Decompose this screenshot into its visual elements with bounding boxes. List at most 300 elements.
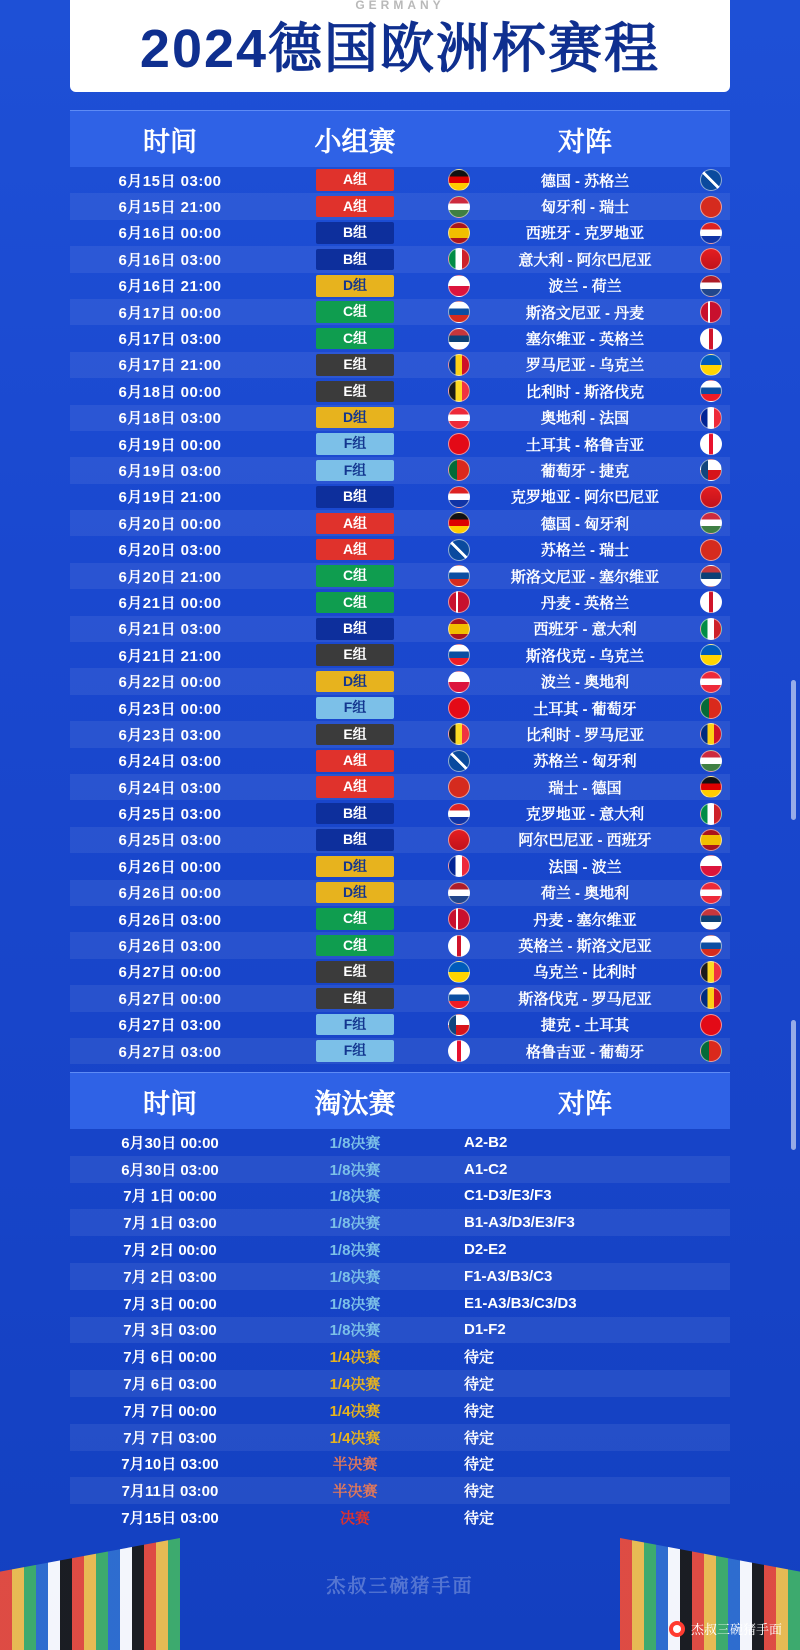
flag-icon-be [700, 961, 722, 983]
match-time: 6月16日 03:00 [118, 251, 222, 269]
match-time: 6月17日 00:00 [118, 304, 222, 322]
flag-icon-be [448, 723, 470, 745]
match-cell [440, 1040, 730, 1062]
table-row [70, 299, 730, 325]
header-time: 时间 [143, 1088, 197, 1119]
group-cell [270, 988, 440, 1010]
match-teams: 瑞士 - 德国 [548, 779, 622, 797]
table-row [70, 405, 730, 431]
flag-icon-be [448, 380, 470, 402]
stage-label: 1/8决赛 [329, 1322, 381, 1340]
flag-icon-de [700, 776, 722, 798]
table-row [70, 1343, 730, 1370]
flag-icon-de [448, 512, 470, 534]
match-teams: 西班牙 - 意大利 [533, 621, 637, 639]
match-cell [440, 671, 730, 693]
match-teams: 塞尔维亚 - 英格兰 [525, 331, 645, 349]
flag-icon-at [700, 671, 722, 693]
group-badge: B组 [316, 618, 394, 640]
match-pairing: B1-A3/D3/E3/F3 [464, 1214, 575, 1232]
flag-icon-es [448, 618, 470, 640]
match-teams: 苏格兰 - 匈牙利 [533, 753, 637, 771]
match-cell [440, 539, 730, 561]
flag-icon-ge [700, 433, 722, 455]
group-cell [270, 724, 440, 746]
table-row [70, 906, 730, 932]
match-time: 7月 2日 03:00 [123, 1268, 217, 1286]
group-badge: D组 [316, 671, 394, 693]
flag-icon-pl [700, 855, 722, 877]
flag-icon-ua [700, 644, 722, 666]
match-teams: 丹麦 - 塞尔维亚 [533, 911, 637, 929]
flag-icon-dk [700, 301, 722, 323]
group-badge: F组 [316, 1040, 394, 1062]
knockout-stage-header [70, 1072, 730, 1129]
match-time: 6月17日 21:00 [118, 357, 222, 375]
match-teams: 苏格兰 - 瑞士 [540, 542, 630, 560]
group-cell [270, 486, 440, 508]
match-time: 7月 7日 00:00 [123, 1402, 217, 1420]
flag-icon-es [448, 222, 470, 244]
flag-icon-sco [448, 750, 470, 772]
group-cell [270, 328, 440, 350]
match-cell [440, 908, 730, 930]
stage-label: 1/8决赛 [329, 1215, 381, 1233]
group-badge: F组 [316, 1014, 394, 1036]
flag-icon-nl [448, 882, 470, 904]
match-pairing: A2-B2 [464, 1133, 508, 1151]
flag-icon-al [448, 829, 470, 851]
match-teams: 土耳其 - 葡萄牙 [533, 700, 637, 718]
match-time: 7月 6日 00:00 [123, 1349, 217, 1367]
flag-icon-hr [700, 222, 722, 244]
stage-label: 1/8决赛 [329, 1242, 381, 1260]
match-time: 6月15日 21:00 [118, 199, 222, 217]
flag-icon-tr [700, 1014, 722, 1036]
group-cell [270, 776, 440, 798]
stage-label: 1/8决赛 [329, 1295, 381, 1313]
match-pairing: D1-F2 [464, 1321, 506, 1339]
match-cell [440, 644, 730, 666]
group-cell [270, 381, 440, 403]
knockout-stage-rows [70, 1129, 730, 1531]
table-row [70, 880, 730, 906]
title-supertext: GERMANY [355, 0, 445, 12]
match-time: 6月26日 03:00 [118, 938, 222, 956]
group-badge: C组 [316, 328, 394, 350]
group-cell [270, 460, 440, 482]
match-time: 7月10日 03:00 [121, 1456, 219, 1474]
match-pairing: 待定 [464, 1483, 495, 1501]
match-teams: 比利时 - 斯洛伐克 [525, 383, 645, 401]
match-time: 6月18日 00:00 [118, 383, 222, 401]
group-cell [270, 407, 440, 429]
match-time: 7月 3日 03:00 [123, 1322, 217, 1340]
group-cell [270, 697, 440, 719]
group-badge: E组 [316, 724, 394, 746]
match-teams: 法国 - 波兰 [548, 858, 622, 876]
flag-icon-ua [448, 961, 470, 983]
group-cell [270, 433, 440, 455]
table-row [70, 457, 730, 483]
match-pairing: 待定 [464, 1349, 495, 1367]
match-teams: 葡萄牙 - 捷克 [540, 462, 630, 480]
header-stage: 淘汰赛 [314, 1088, 396, 1119]
flag-icon-pt [700, 697, 722, 719]
match-teams: 丹麦 - 英格兰 [540, 594, 630, 612]
group-cell [270, 618, 440, 640]
flag-icon-dk [448, 908, 470, 930]
match-teams: 斯洛文尼亚 - 丹麦 [525, 304, 645, 322]
app-logo-icon [669, 1621, 685, 1637]
table-row [70, 510, 730, 536]
stage-label: 1/4决赛 [329, 1402, 381, 1420]
flag-icon-hu [448, 196, 470, 218]
match-pairing: 待定 [464, 1429, 495, 1447]
flag-icon-it [448, 248, 470, 270]
match-pairing: E1-A3/B3/C3/D3 [464, 1294, 577, 1312]
match-cell [440, 882, 730, 904]
table-row [70, 774, 730, 800]
flag-icon-pl [448, 671, 470, 693]
stage-label: 半决赛 [332, 1456, 378, 1474]
flag-icon-nl [700, 275, 722, 297]
table-row [70, 378, 730, 404]
match-teams: 克罗地亚 - 阿尔巴尼亚 [510, 489, 660, 507]
flag-icon-fr [448, 855, 470, 877]
match-cell [440, 433, 730, 455]
group-badge: B组 [316, 486, 394, 508]
scrollbar-thumb-upper[interactable] [791, 680, 796, 820]
flag-icon-at [448, 407, 470, 429]
group-badge: A组 [316, 196, 394, 218]
match-cell [440, 591, 730, 613]
flag-icon-sk [448, 644, 470, 666]
match-teams: 英格兰 - 斯洛文尼亚 [518, 938, 652, 956]
match-teams: 德国 - 苏格兰 [540, 172, 630, 190]
table-row [70, 1183, 730, 1210]
table-row [70, 853, 730, 879]
match-cell [440, 829, 730, 851]
match-teams: 波兰 - 奥地利 [540, 674, 630, 692]
table-row [70, 1317, 730, 1344]
group-badge: B组 [316, 829, 394, 851]
group-badge: E组 [316, 961, 394, 983]
group-cell [270, 671, 440, 693]
group-cell [270, 222, 440, 244]
match-cell [440, 855, 730, 877]
group-cell [270, 829, 440, 851]
table-row [70, 589, 730, 615]
group-cell [270, 882, 440, 904]
match-time: 6月30日 00:00 [121, 1134, 219, 1152]
match-time: 7月11日 03:00 [121, 1483, 219, 1501]
flag-icon-eng [448, 935, 470, 957]
flag-icon-eng [700, 591, 722, 613]
group-cell [270, 856, 440, 878]
match-time: 6月26日 03:00 [118, 911, 222, 929]
table-row [70, 1038, 730, 1064]
match-time: 6月22日 00:00 [118, 674, 222, 692]
group-cell [270, 275, 440, 297]
match-cell [440, 328, 730, 350]
flag-icon-ch [448, 776, 470, 798]
flag-icon-es [700, 829, 722, 851]
table-row [70, 246, 730, 272]
match-time: 6月16日 21:00 [118, 278, 222, 296]
credit-label: 杰叔三碗猪手面 [690, 1622, 782, 1637]
stage-label: 1/8决赛 [329, 1134, 381, 1152]
match-pairing: 待定 [464, 1402, 495, 1420]
flag-icon-ro [700, 987, 722, 1009]
flag-icon-ro [700, 723, 722, 745]
flag-icon-al [700, 248, 722, 270]
match-cell [440, 935, 730, 957]
group-cell [270, 935, 440, 957]
match-time: 6月20日 03:00 [118, 542, 222, 560]
group-badge: A组 [316, 750, 394, 772]
table-row [70, 220, 730, 246]
flag-icon-dk [448, 591, 470, 613]
group-badge: C组 [316, 565, 394, 587]
group-badge: E组 [316, 644, 394, 666]
group-stage-rows [70, 167, 730, 1064]
watermark-text: 杰叔三碗猪手面 [326, 1576, 474, 1597]
match-cell [440, 1014, 730, 1036]
match-cell [440, 380, 730, 402]
table-row [70, 1290, 730, 1317]
match-cell [440, 275, 730, 297]
flag-icon-si [700, 935, 722, 957]
flag-icon-tr [448, 697, 470, 719]
flag-icon-sk [448, 987, 470, 1009]
match-teams: 土耳其 - 格鲁吉亚 [525, 436, 645, 454]
match-cell [440, 803, 730, 825]
match-teams: 克罗地亚 - 意大利 [525, 806, 645, 824]
group-badge: D组 [316, 882, 394, 904]
match-teams: 格鲁吉亚 - 葡萄牙 [525, 1043, 645, 1061]
match-time: 6月21日 03:00 [118, 621, 222, 639]
group-badge: F组 [316, 460, 394, 482]
knockout-stage-section [70, 1072, 730, 1531]
match-cell [440, 248, 730, 270]
group-cell [270, 592, 440, 614]
match-teams: 斯洛伐克 - 罗马尼亚 [518, 990, 652, 1008]
group-cell [270, 644, 440, 666]
flag-icon-pt [448, 459, 470, 481]
group-badge: F组 [316, 433, 394, 455]
match-teams: 罗马尼亚 - 乌克兰 [525, 357, 645, 375]
flag-icon-al [700, 486, 722, 508]
stage-label: 决赛 [339, 1510, 370, 1528]
stage-label: 1/8决赛 [329, 1161, 381, 1179]
match-cell [440, 301, 730, 323]
table-row [70, 1012, 730, 1038]
table-row [70, 1263, 730, 1290]
stage-label: 半决赛 [332, 1483, 378, 1501]
table-row [70, 1477, 730, 1504]
group-badge: C组 [316, 908, 394, 930]
table-row [70, 484, 730, 510]
match-time: 6月26日 00:00 [118, 885, 222, 903]
flag-icon-hu [700, 512, 722, 534]
group-badge: E组 [316, 988, 394, 1010]
match-time: 7月 3日 00:00 [123, 1295, 217, 1313]
match-time: 6月23日 03:00 [118, 726, 222, 744]
match-time: 6月27日 00:00 [118, 990, 222, 1008]
flag-icon-hr [448, 486, 470, 508]
table-row [70, 827, 730, 853]
group-cell [270, 354, 440, 376]
match-cell [440, 750, 730, 772]
flag-icon-rs [700, 565, 722, 587]
match-teams: 奥地利 - 法国 [540, 410, 630, 428]
match-pairing: 待定 [464, 1456, 495, 1474]
group-cell [270, 961, 440, 983]
flag-icon-fr [700, 407, 722, 429]
group-cell [270, 1040, 440, 1062]
flag-icon-pt [700, 1040, 722, 1062]
match-cell [440, 961, 730, 983]
match-teams: 波兰 - 荷兰 [548, 278, 622, 296]
match-cell [440, 407, 730, 429]
match-pairing: A1-C2 [464, 1160, 508, 1178]
group-cell [270, 301, 440, 323]
match-pairing: C1-D3/E3/F3 [464, 1187, 552, 1205]
scrollbar-thumb-lower[interactable] [791, 1020, 796, 1150]
match-time: 6月30日 03:00 [121, 1161, 219, 1179]
table-row [70, 431, 730, 457]
group-badge: A组 [316, 169, 394, 191]
flag-icon-si [448, 301, 470, 323]
match-time: 6月27日 03:00 [118, 1017, 222, 1035]
group-stage-header [70, 110, 730, 167]
match-time: 6月24日 03:00 [118, 753, 222, 771]
table-row [70, 932, 730, 958]
group-badge: B组 [316, 222, 394, 244]
match-cell [440, 486, 730, 508]
group-badge: C组 [316, 301, 394, 323]
match-time: 7月 7日 03:00 [123, 1429, 217, 1447]
match-time: 7月 6日 03:00 [123, 1376, 217, 1394]
page-title: 2024德国欧洲杯赛程 [139, 19, 661, 79]
flag-icon-sco [448, 539, 470, 561]
group-cell [270, 565, 440, 587]
table-row [70, 273, 730, 299]
match-teams: 斯洛文尼亚 - 塞尔维亚 [510, 568, 660, 586]
group-badge: A组 [316, 776, 394, 798]
flag-icon-rs [700, 908, 722, 930]
table-row [70, 1236, 730, 1263]
flag-icon-it [700, 803, 722, 825]
flag-icon-ge [448, 1040, 470, 1062]
match-time: 6月24日 03:00 [118, 779, 222, 797]
table-row [70, 721, 730, 747]
header-match: 对阵 [558, 1088, 612, 1119]
match-time: 6月26日 00:00 [118, 858, 222, 876]
match-time: 6月16日 00:00 [118, 225, 222, 243]
match-teams: 比利时 - 罗马尼亚 [525, 726, 645, 744]
table-row [70, 536, 730, 562]
match-time: 6月20日 00:00 [118, 515, 222, 533]
credit-badge [669, 1619, 782, 1638]
table-row [70, 1504, 730, 1531]
match-time: 6月23日 00:00 [118, 700, 222, 718]
stage-label: 1/8决赛 [329, 1188, 381, 1206]
table-row [70, 1397, 730, 1424]
match-time: 6月20日 21:00 [118, 568, 222, 586]
stage-label: 1/4决赛 [329, 1376, 381, 1394]
match-teams: 德国 - 匈牙利 [540, 515, 630, 533]
group-badge: E组 [316, 354, 394, 376]
group-cell [270, 908, 440, 930]
group-cell [270, 196, 440, 218]
group-badge: A组 [316, 513, 394, 535]
flag-icon-at [700, 882, 722, 904]
match-time: 6月21日 21:00 [118, 647, 222, 665]
match-teams: 乌克兰 - 比利时 [533, 964, 637, 982]
match-time: 6月19日 03:00 [118, 462, 222, 480]
match-time: 6月27日 00:00 [118, 964, 222, 982]
match-cell [440, 196, 730, 218]
table-row [70, 1451, 730, 1478]
match-time: 7月 1日 00:00 [123, 1188, 217, 1206]
flag-icon-pl [448, 275, 470, 297]
group-cell [270, 803, 440, 825]
match-time: 6月25日 03:00 [118, 832, 222, 850]
match-time: 6月19日 00:00 [118, 436, 222, 454]
match-teams: 西班牙 - 克罗地亚 [525, 225, 645, 243]
match-cell [440, 723, 730, 745]
header-match: 对阵 [558, 126, 612, 157]
match-pairing: 待定 [464, 1376, 495, 1394]
table-row [70, 985, 730, 1011]
match-cell [440, 512, 730, 534]
stage-label: 1/4决赛 [329, 1349, 381, 1367]
group-cell [270, 169, 440, 191]
match-time: 7月 2日 00:00 [123, 1242, 217, 1260]
table-row [70, 325, 730, 351]
header-stage: 小组赛 [314, 126, 396, 157]
table-row [70, 167, 730, 193]
table-row [70, 193, 730, 219]
match-cell [440, 169, 730, 191]
match-teams: 斯洛伐克 - 乌克兰 [525, 647, 645, 665]
group-stage-section [70, 110, 730, 1064]
match-cell [440, 222, 730, 244]
group-badge: B组 [316, 803, 394, 825]
group-badge: D组 [316, 407, 394, 429]
group-badge: C组 [316, 592, 394, 614]
flag-icon-ch [700, 539, 722, 561]
match-cell [440, 459, 730, 481]
table-row [70, 748, 730, 774]
match-teams: 匈牙利 - 瑞士 [540, 199, 630, 217]
match-time: 6月27日 03:00 [118, 1043, 222, 1061]
group-cell [270, 750, 440, 772]
flag-icon-hu [700, 750, 722, 772]
flag-icon-tr [448, 433, 470, 455]
match-cell [440, 987, 730, 1009]
table-row [70, 695, 730, 721]
group-badge: E组 [316, 381, 394, 403]
match-time: 7月15日 03:00 [121, 1510, 219, 1528]
match-cell [440, 618, 730, 640]
group-cell [270, 249, 440, 271]
flag-icon-sco [700, 169, 722, 191]
table-row [70, 642, 730, 668]
match-cell [440, 565, 730, 587]
